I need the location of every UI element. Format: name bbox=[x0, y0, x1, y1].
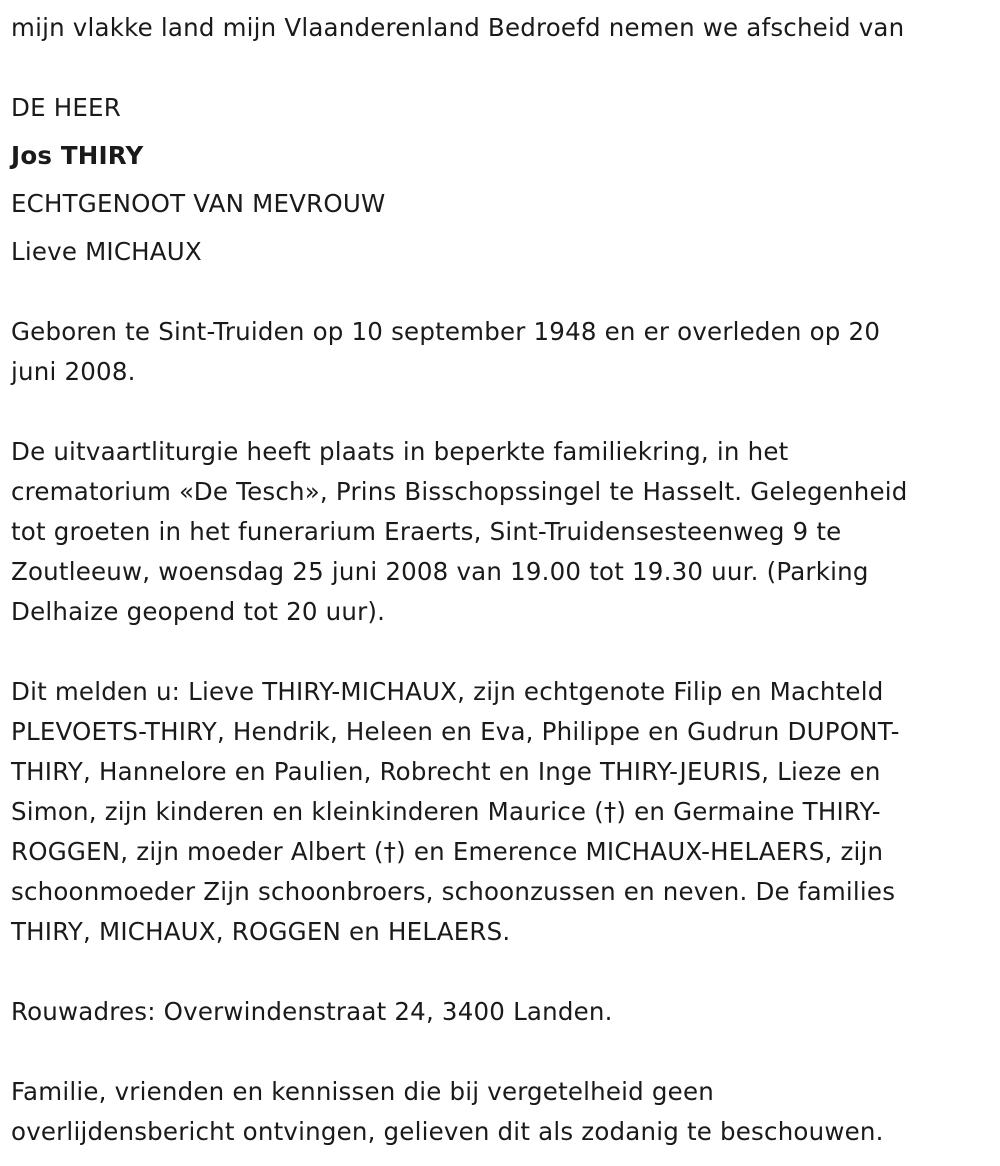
paragraph-line: tot groeten in het funerarium Eraerts, Sint-Truidensesteenweg 9 te bbox=[11, 517, 842, 546]
birth-death-paragraph bbox=[11, 312, 971, 392]
paragraph-line: Simon, zijn kinderen en kleinkinderen Maurice (†) en Germaine THIRY- bbox=[11, 797, 881, 826]
deceased-name: Jos THIRY bbox=[11, 141, 144, 170]
paragraph-line: Familie, vrienden en kennissen die bij vergetelheid geen bbox=[11, 1077, 714, 1106]
paragraph-line: PLEVOETS-THIRY, Hendrik, Heleen en Eva, Philippe en Gudrun DUPONT- bbox=[11, 717, 900, 746]
paragraph-line: De uitvaartliturgie heeft plaats in beperkte familiekring, in het bbox=[11, 437, 789, 466]
intro-line: mijn vlakke land mijn Vlaanderenland Bedroefd nemen we afscheid van bbox=[11, 13, 905, 42]
paragraph-line: overlijdensbericht ontvingen, gelieven dit als zodanig te beschouwen. bbox=[11, 1117, 884, 1146]
spouse-name: Lieve MICHAUX bbox=[11, 237, 202, 266]
paragraph-line: Zoutleeuw, woensdag 25 juni 2008 van 19.00 tot 19.30 uur. (Parking bbox=[11, 557, 869, 586]
paragraph-line: juni 2008. bbox=[11, 357, 136, 386]
paragraph-line: THIRY, MICHAUX, ROGGEN en HELAERS. bbox=[11, 917, 511, 946]
paragraph-line: Dit melden u: Lieve THIRY-MICHAUX, zijn echtgenote Filip en Machteld bbox=[11, 677, 884, 706]
spouse-title: ECHTGENOOT VAN MEVROUW bbox=[11, 189, 386, 218]
paragraph-line: ROGGEN, zijn moeder Albert (†) en Emerence MICHAUX-HELAERS, zijn bbox=[11, 837, 884, 866]
paragraph-line: THIRY, Hannelore en Paulien, Robrecht en Inge THIRY-JEURIS, Lieze en bbox=[11, 757, 881, 786]
paragraph-line: Geboren te Sint-Truiden op 10 september 1948 en er overleden op 20 bbox=[11, 317, 881, 346]
mourning-address: Rouwadres: Overwindenstraat 24, 3400 Landen. bbox=[11, 997, 613, 1026]
paragraph-line: Delhaize geopend tot 20 uur). bbox=[11, 597, 386, 626]
closing-paragraph bbox=[11, 1072, 971, 1152]
paragraph-line: crematorium «De Tesch», Prins Bisschopssingel te Hasselt. Gelegenheid bbox=[11, 477, 908, 506]
announcing-family-paragraph bbox=[11, 672, 971, 952]
honorific-title: DE HEER bbox=[11, 93, 121, 122]
ceremony-paragraph bbox=[11, 432, 971, 632]
paragraph-line: schoonmoeder Zijn schoonbroers, schoonzussen en neven. De families bbox=[11, 877, 896, 906]
